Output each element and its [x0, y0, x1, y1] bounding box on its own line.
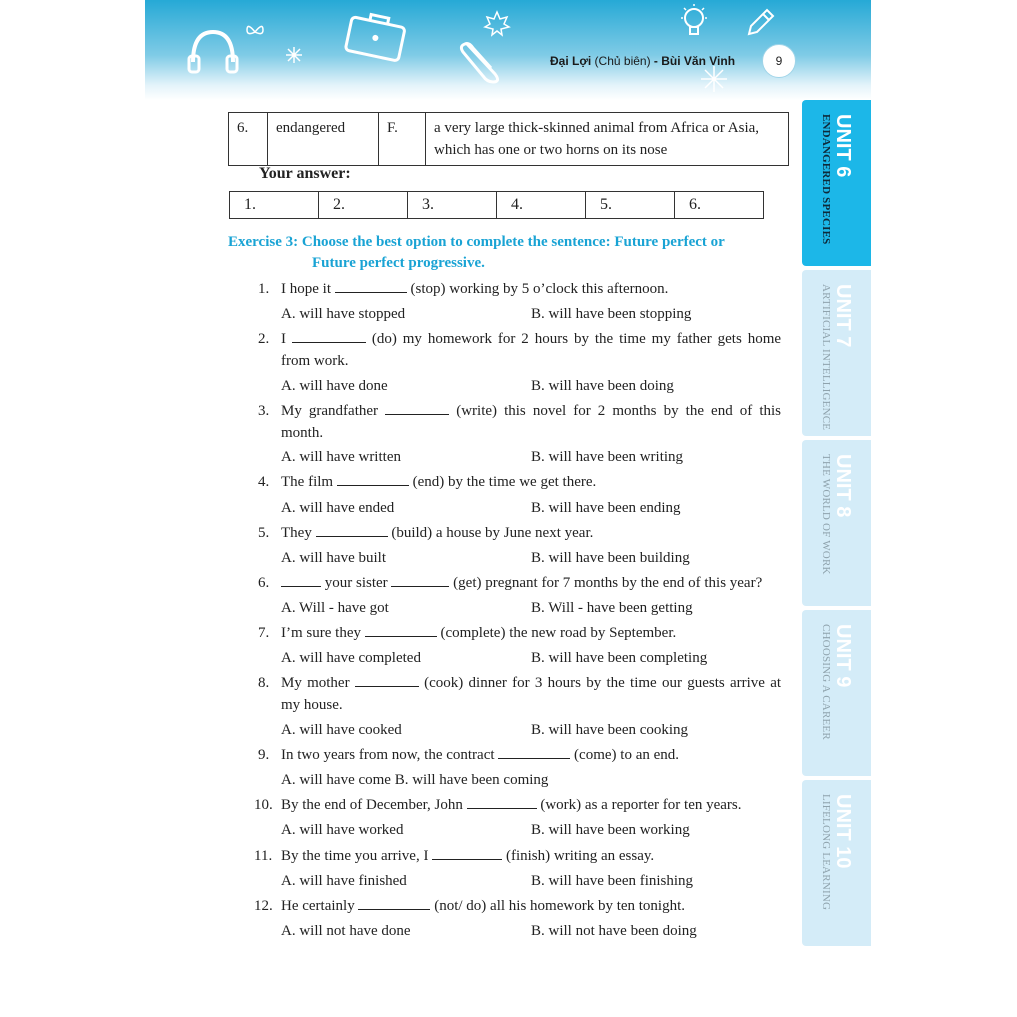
option-a[interactable]: A. will have done: [281, 378, 388, 394]
pencil-icon: [743, 6, 777, 40]
question-text-post: (not/ do) all his homework by ten tonight.: [434, 898, 686, 914]
briefcase-icon: [343, 8, 409, 62]
question-text-pre: My mother: [281, 675, 350, 691]
question-number: 5.: [258, 525, 270, 541]
question-text-post: (get) pregnant for 7 months by the end of this year?: [453, 575, 763, 591]
match-letter: F.: [379, 113, 426, 166]
option-a[interactable]: A. will have written: [281, 449, 401, 465]
answer-blank[interactable]: [355, 672, 419, 687]
question-text-pre: He certainly: [281, 898, 355, 914]
question-text-post: (do) my homework for 2 hours by the time my father gets home from work.: [281, 331, 782, 369]
question-number: 12.: [254, 898, 273, 914]
paperclip-icon: [455, 36, 505, 86]
question-text-pre: I hope it: [281, 281, 331, 297]
tab-unit-label: UNIT 6: [832, 114, 854, 178]
option-a[interactable]: A. will have stopped: [281, 306, 406, 322]
question-number: 8.: [258, 675, 270, 691]
option-a[interactable]: A. will have ended: [281, 500, 395, 516]
option-b[interactable]: B. will have been working: [531, 822, 690, 838]
page-header: [145, 0, 871, 100]
butterfly-icon: [245, 22, 265, 42]
your-answer-label: Your answer:: [259, 165, 351, 182]
option-a[interactable]: A. Will - have got: [281, 600, 389, 616]
match-word: endangered: [268, 113, 379, 166]
tab-unit-10[interactable]: [802, 780, 871, 946]
option-a[interactable]: A. will not have done: [281, 923, 411, 939]
answer-cell[interactable]: 4.: [497, 192, 586, 219]
option-b[interactable]: B. will have been stopping: [531, 306, 692, 322]
author-separator: -: [653, 54, 658, 68]
header-author: [550, 54, 735, 68]
answer-cell[interactable]: 2.: [319, 192, 408, 219]
table-row: [230, 192, 764, 219]
question-text-pre: I’m sure they: [281, 625, 361, 641]
tab-unit-label: UNIT 8: [832, 454, 854, 518]
answer-blank[interactable]: [316, 522, 388, 537]
question-number: 11.: [254, 848, 273, 864]
tab-unit-label: UNIT 7: [832, 284, 854, 348]
question-text-mid: your sister: [324, 575, 388, 591]
question-number: 7.: [258, 625, 270, 641]
question-number: 1.: [258, 281, 270, 297]
page-number: 9: [762, 44, 796, 78]
option-a[interactable]: A. will have completed: [281, 650, 421, 666]
option-a[interactable]: A. will have built: [281, 550, 386, 566]
table-row: [229, 113, 789, 166]
tab-unit-label: UNIT 9: [832, 624, 854, 688]
question-text-pre: By the end of December, John: [281, 797, 463, 813]
question-number: 9.: [258, 747, 270, 763]
tab-unit-topic: CHOOSING A CAREER: [820, 624, 832, 740]
question-text-post: (end) by the time we get there.: [412, 474, 597, 490]
question-number: 3.: [258, 403, 270, 419]
lightbulb-icon: [677, 2, 711, 42]
exercise-title: [228, 232, 786, 274]
tab-unit-label: UNIT 10: [832, 794, 854, 869]
option-b[interactable]: B. will have been completing: [531, 650, 708, 666]
question-text-pre: The film: [281, 474, 334, 490]
question-text-post: (stop) working by 5 o’clock this afternoon.: [410, 281, 669, 297]
answer-blank[interactable]: [281, 572, 321, 587]
tab-unit-topic: ENDANGERED SPECIES: [820, 114, 832, 245]
tab-unit-topic: THE WORLD OF WORK: [820, 454, 832, 575]
answer-cell[interactable]: 6.: [675, 192, 764, 219]
question-text-pre: They: [281, 525, 312, 541]
question-text-post: (build) a house by June next year.: [391, 525, 594, 541]
answer-blank[interactable]: [337, 471, 409, 486]
option-a[interactable]: A. will have cooked: [281, 722, 402, 738]
maple-leaf-icon: [483, 10, 511, 38]
option-a[interactable]: A. will have worked: [281, 822, 404, 838]
question-text-post: (finish) writing an essay.: [505, 848, 655, 864]
question-text-pre: My grandfather: [281, 403, 379, 419]
option-b[interactable]: B. will have been writing: [531, 449, 684, 465]
option-b[interactable]: B. will have been ending: [531, 500, 681, 516]
answer-cell[interactable]: 5.: [586, 192, 675, 219]
match-number: 6.: [229, 113, 268, 166]
answer-blank[interactable]: [498, 744, 570, 759]
tab-unit-6[interactable]: [802, 100, 871, 266]
exercise-title-line: Exercise 3: Choose the best option to complete the sentence: Future perfect or: [228, 234, 725, 250]
question-text-post: (work) as a reporter for ten years.: [540, 797, 742, 813]
matching-table: [228, 112, 789, 166]
option-b[interactable]: B. Will - have been getting: [531, 600, 693, 616]
match-definition: a very large thick-skinned animal from Africa or Asia, which has one or two horns on its nose: [426, 113, 789, 166]
question-text-pre: By the time you arrive, I: [281, 848, 429, 864]
question-text-post: (come) to an end.: [574, 747, 680, 763]
question-number: 10.: [254, 797, 273, 813]
answer-blank[interactable]: [432, 845, 502, 860]
answer-blank[interactable]: [391, 572, 449, 587]
question-text-pre: In two years from now, the contract: [281, 747, 495, 763]
question-number: 4.: [258, 474, 270, 490]
option-b[interactable]: B. will have been finishing: [531, 873, 694, 889]
question-text-post: (complete) the new road by September.: [440, 625, 677, 641]
tab-unit-8[interactable]: [802, 440, 871, 606]
tab-unit-topic: LIFELONG LEARNING: [820, 794, 832, 911]
question-text-pre: I: [281, 331, 286, 347]
answer-cell[interactable]: 1.: [230, 192, 319, 219]
answer-blank[interactable]: [365, 622, 437, 637]
option-a[interactable]: A. will have come B. will have been coming: [281, 772, 549, 788]
question-number: 6.: [258, 575, 270, 591]
option-b[interactable]: B. will have been doing: [531, 378, 674, 394]
question-number: 2.: [258, 331, 270, 347]
answer-blank[interactable]: [467, 794, 537, 809]
tab-unit-9[interactable]: [802, 610, 871, 776]
option-b[interactable]: B. will have been building: [531, 550, 690, 566]
question-text-post: (write) this novel for 2 months by the end of this month.: [281, 403, 782, 441]
author-second: Bùi Văn Vinh: [661, 54, 736, 68]
tab-unit-7[interactable]: [802, 270, 871, 436]
author-main: Đại Lợi: [550, 54, 592, 68]
answer-grid: [229, 191, 764, 219]
answer-cell[interactable]: 3.: [408, 192, 497, 219]
headphones-icon: [185, 22, 241, 78]
option-b[interactable]: B. will have been cooking: [531, 722, 689, 738]
option-a[interactable]: A. will have finished: [281, 873, 407, 889]
question-text-post: (cook) dinner for 3 hours by the time our guests arrive at my house.: [281, 675, 782, 713]
snowflake-icon: [285, 46, 303, 64]
answer-blank[interactable]: [292, 328, 366, 343]
snowflake-icon: [699, 64, 729, 94]
answer-blank[interactable]: [385, 400, 449, 415]
answer-blank[interactable]: [358, 895, 430, 910]
answer-blank[interactable]: [335, 278, 407, 293]
exercise-title-line: Future perfect progressive.: [312, 255, 485, 271]
option-b[interactable]: B. will not have been doing: [531, 923, 697, 939]
author-role: (Chủ biên): [594, 54, 651, 68]
tab-unit-topic: ARTIFICIAL INTELLIGENCE: [820, 284, 832, 431]
